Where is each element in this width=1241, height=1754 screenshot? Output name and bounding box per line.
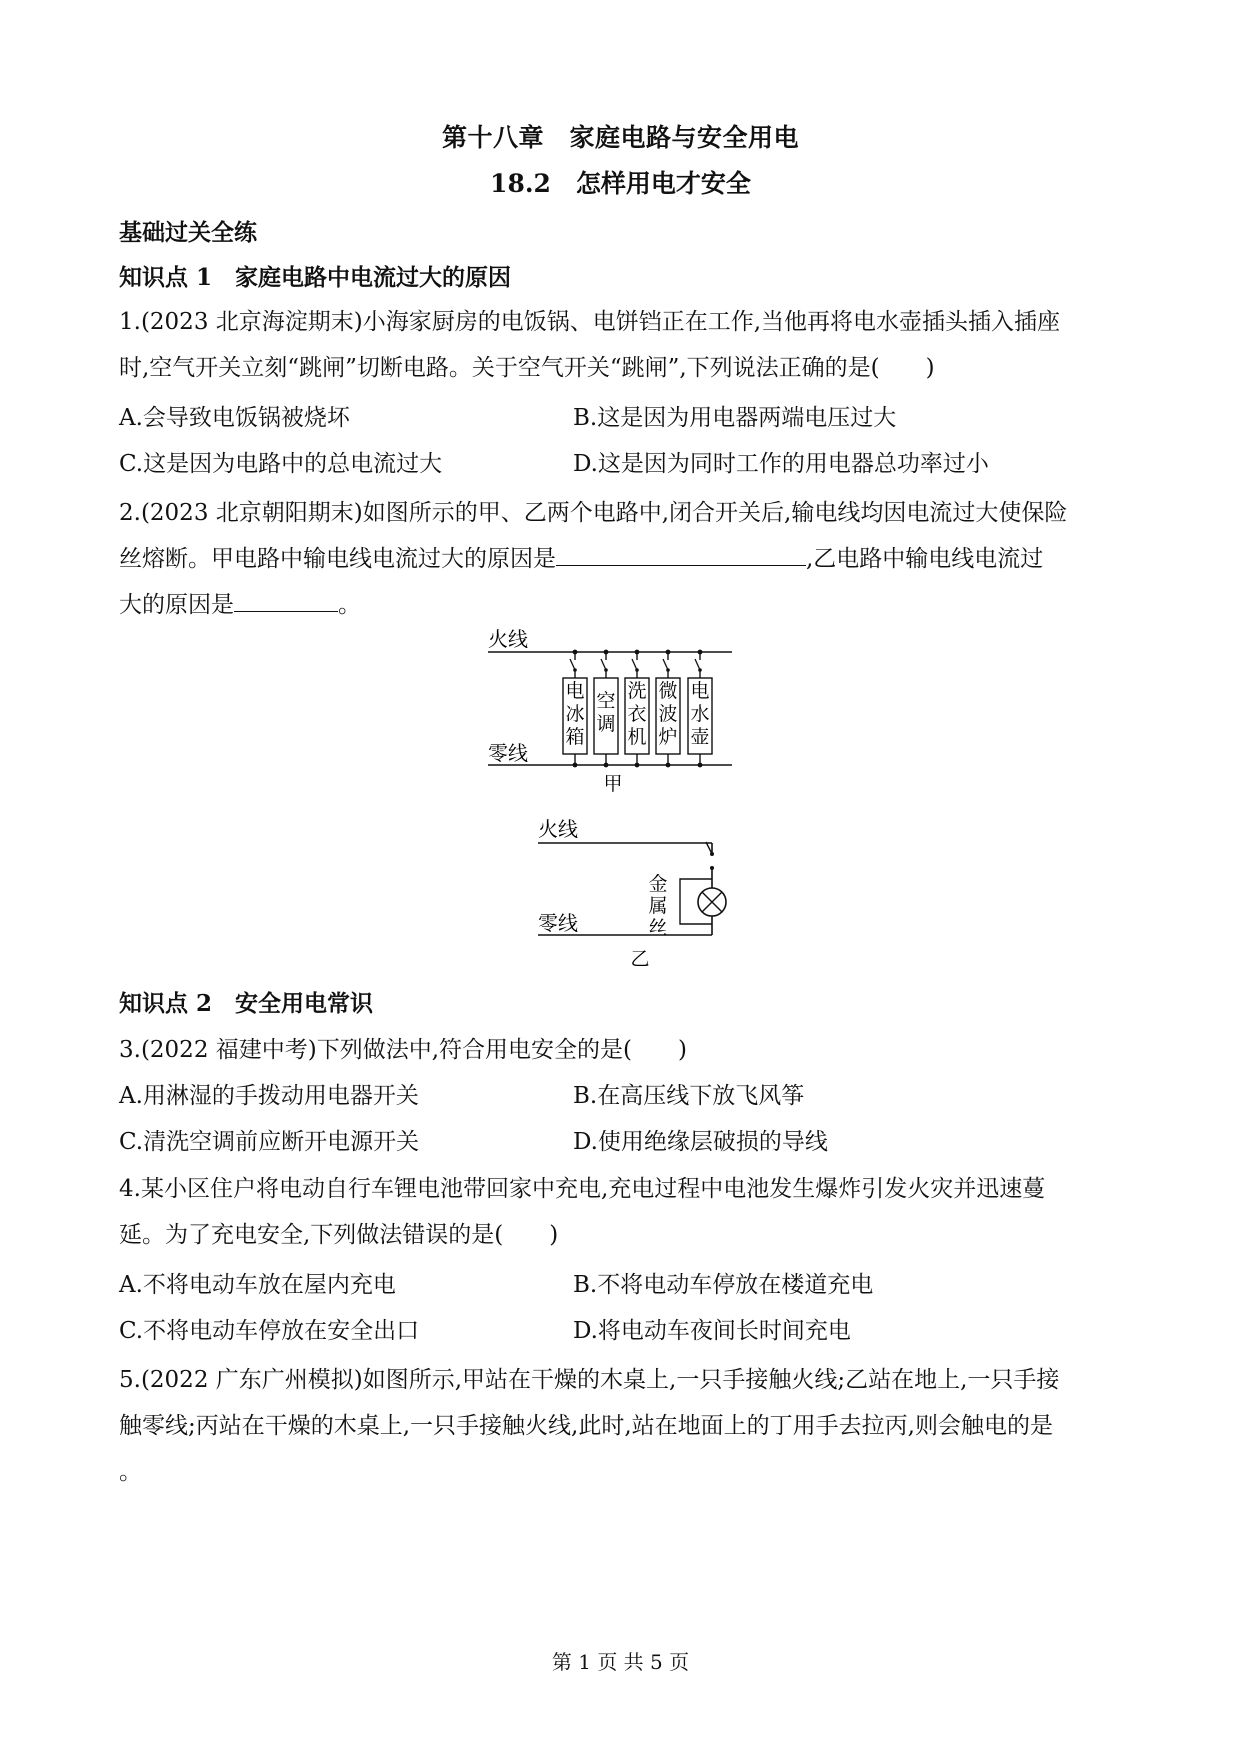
section-heading: 基础过关全练 — [119, 219, 257, 246]
circuit-diagram-yi — [528, 810, 748, 970]
section-title: 18.2 怎样用电才安全 — [490, 169, 751, 198]
knowledge-point-2-heading: 知识点 2 安全用电常识 — [119, 990, 374, 1017]
yi-metal-wire-char-3: 丝 — [648, 917, 668, 939]
q3-option-b: B.在高压线下放飞风筝 — [573, 1083, 805, 1109]
jia-switch — [695, 659, 700, 670]
q4-option-d: D.将电动车夜间长时间充电 — [573, 1318, 851, 1344]
jia-appliance-label-char: 冰 — [565, 703, 585, 725]
q1-line-1: 1.(2023 北京海淀期末)小海家厨房的电饭锅、电饼铛正在工作,当他再将电水壶插头插入插座 — [119, 309, 1061, 335]
chapter-title: 第十八章 家庭电路与安全用电 — [441, 123, 799, 152]
jia-junction-bottom — [573, 763, 578, 768]
yi-metal-wire-char-1: 金 — [648, 873, 668, 895]
q2-line-3-end: 。 — [338, 592, 361, 618]
jia-appliance-label-char: 微 — [658, 680, 678, 702]
jia-switch — [663, 659, 668, 670]
q2-line-2-end: ,乙电路中输电线电流过 — [806, 546, 1044, 572]
jia-appliance-label-char: 洗 — [627, 680, 647, 702]
q4-option-c: C.不将电动车停放在安全出口 — [119, 1318, 420, 1344]
q5-line-1: 5.(2022 广东广州模拟)如图所示,甲站在干燥的木桌上,一只手接触火线;乙站在地上,一只手接 — [119, 1367, 1060, 1393]
q2-line-1: 2.(2023 北京朝阳期末)如图所示的甲、乙两个电路中,闭合开关后,输电线均因电流过大使保险 — [119, 500, 1068, 526]
jia-junction-bottom — [698, 763, 703, 768]
jia-appliance-label-char: 炉 — [658, 726, 678, 748]
q2-line-3 — [119, 586, 361, 619]
q5-line-2: 触零线;丙站在干燥的木桌上,一只手接触火线,此时,站在地面上的丁用手去拉丙,则会触电的是 — [119, 1413, 1053, 1439]
q3-option-a: A.用淋湿的手拨动用电器开关 — [119, 1083, 419, 1109]
q3-option-c: C.清洗空调前应断开电源开关 — [119, 1129, 420, 1155]
yi-metal-wire-shortcut — [680, 879, 712, 924]
q4-line-1: 4.某小区住户将电动自行车锂电池带回家中充电,充电过程中电池发生爆炸引发火灾并迅速蔓 — [119, 1176, 1046, 1202]
q2-line-2-start: 丝熔断。甲电路中输电线电流过大的原因是 — [119, 546, 556, 572]
jia-appliance-label-char: 衣 — [627, 703, 647, 725]
jia-switch — [632, 659, 637, 670]
jia-appliance-label-char: 水 — [690, 703, 710, 725]
q4-line-2: 延。为了充电安全,下列做法错误的是( ) — [119, 1222, 559, 1248]
yi-neutral-wire-label: 零线 — [538, 911, 578, 935]
q2-answer-blank-1[interactable] — [556, 543, 806, 566]
yi-caption: 乙 — [630, 948, 650, 970]
jia-appliance-label-char: 电 — [690, 680, 710, 702]
q1-option-c: C.这是因为电路中的总电流过大 — [119, 451, 443, 477]
q4-option-a: A.不将电动车放在屋内充电 — [119, 1272, 396, 1298]
yi-metal-wire-char-2: 属 — [648, 895, 668, 917]
q3-line-1: 3.(2022 福建中考)下列做法中,符合用电安全的是( ) — [119, 1037, 687, 1063]
jia-appliance-label-char: 空 — [596, 690, 616, 712]
q1-option-a: A.会导致电饭锅被烧坏 — [119, 405, 350, 431]
jia-live-wire-label: 火线 — [488, 627, 528, 651]
q1-line-2: 时,空气开关立刻“跳闸”切断电路。关于空气开关“跳闸”,下列说法正确的是( ) — [119, 355, 935, 381]
jia-appliance-label-char: 壶 — [690, 726, 710, 748]
q1-option-b: B.这是因为用电器两端电压过大 — [573, 405, 897, 431]
jia-appliance-label-char: 机 — [627, 726, 647, 748]
q4-option-b: B.不将电动车停放在楼道充电 — [573, 1272, 874, 1298]
jia-neutral-wire-label: 零线 — [488, 741, 528, 765]
knowledge-point-1-heading: 知识点 1 家庭电路中电流过大的原因 — [119, 264, 512, 291]
jia-appliance-label-char: 箱 — [565, 726, 585, 748]
jia-caption: 甲 — [603, 773, 623, 792]
q1-option-d: D.这是因为同时工作的用电器总功率过小 — [573, 451, 989, 477]
yi-live-wire-label: 火线 — [538, 817, 578, 841]
jia-appliance-label-char: 电 — [565, 680, 585, 702]
jia-junction-bottom — [635, 763, 640, 768]
jia-junction-bottom — [604, 763, 609, 768]
q5-line-3: 。 — [119, 1459, 142, 1485]
jia-appliance-label-char: 波 — [658, 703, 678, 725]
q2-answer-blank-2[interactable] — [234, 589, 338, 612]
page-footer: 第 1 页 共 5 页 — [551, 1650, 690, 1674]
jia-junction-bottom — [666, 763, 671, 768]
q3-option-d: D.使用绝缘层破损的导线 — [573, 1129, 828, 1155]
circuit-diagram-jia — [480, 622, 750, 792]
jia-appliance-label-char: 调 — [596, 713, 616, 735]
jia-switch — [570, 659, 575, 670]
q2-line-3-start: 大的原因是 — [119, 592, 234, 618]
jia-switch — [601, 659, 606, 670]
q2-line-2 — [119, 540, 1043, 573]
